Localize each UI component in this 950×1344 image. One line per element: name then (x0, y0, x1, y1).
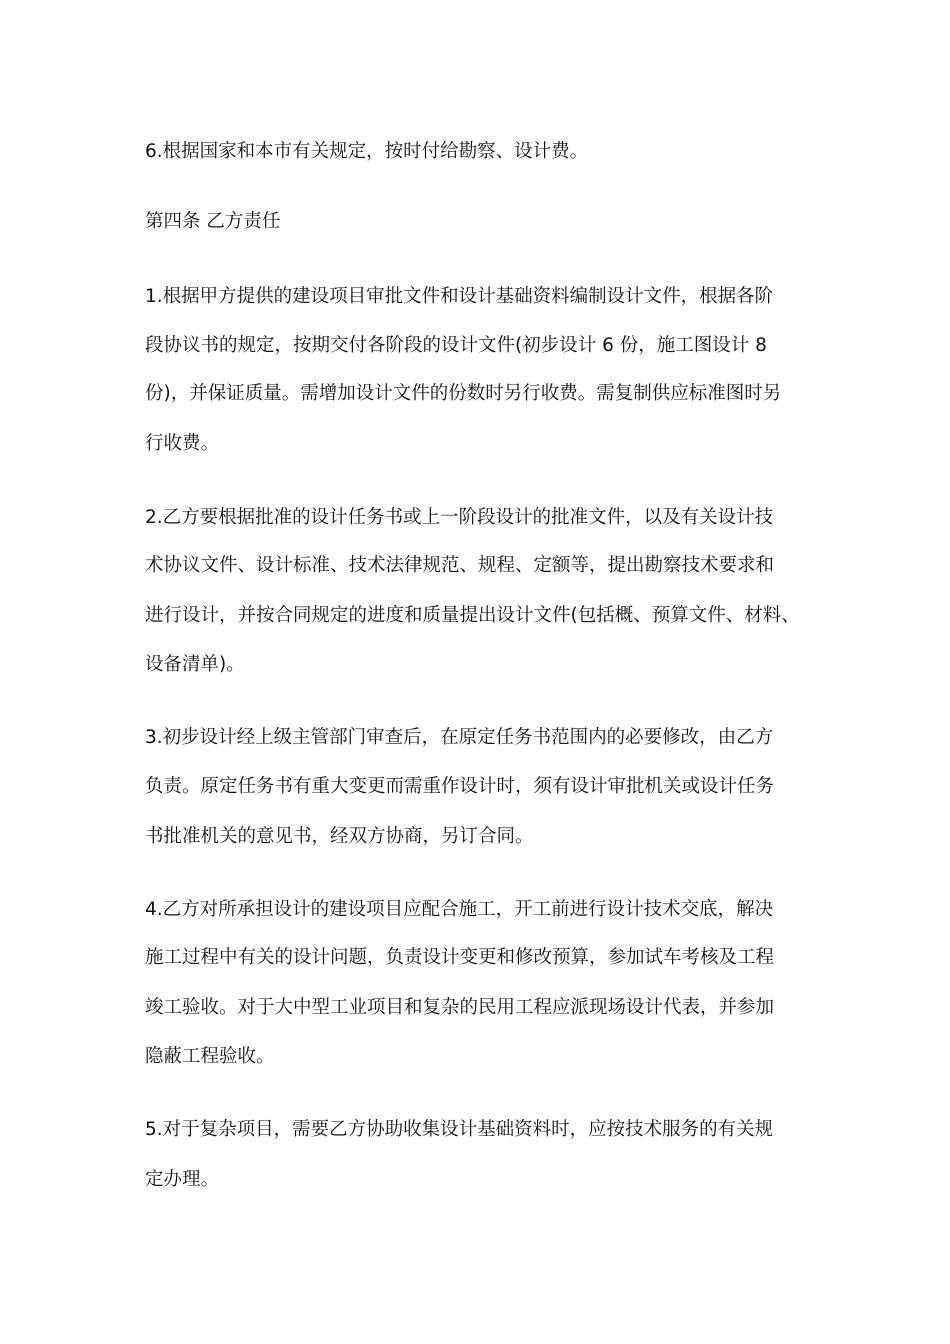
item-2-line-3: 进行设计，并按合同规定的进度和质量提出设计文件(包括概、预算文件、材料、 (145, 605, 800, 626)
item-3-line-3: 书批准机关的意见书，经双方协商，另订合同。 (145, 826, 534, 847)
item-4-line-2: 施工过程中有关的设计问题，负责设计变更和修改预算，参加试车考核及工程 (145, 947, 775, 968)
item-2-line-1: 2.乙方要根据批准的设计任务书或上一阶段设计的批准文件，以及有关设计技 (145, 507, 774, 528)
item-3-line-1: 3.初步设计经上级主管部门审查后，在原定任务书范围内的必要修改，由乙方 (145, 727, 774, 748)
item-1-line-4: 行收费。 (145, 433, 220, 454)
item-5-line-2: 定办理。 (145, 1169, 220, 1190)
item-5-line-1: 5.对于复杂项目，需要乙方协助收集设计基础资料时，应按技术服务的有关规 (145, 1119, 774, 1140)
paragraph-1-line-1: 6.根据国家和本市有关规定，按时付给勘察、设计费。 (145, 141, 589, 162)
item-4-line-3: 竣工验收。对于大中型工业项目和复杂的民用工程应派现场设计代表，并参加 (145, 997, 775, 1018)
item-2-line-4: 设备清单)。 (145, 654, 245, 675)
item-4-line-1: 4.乙方对所承担设计的建设项目应配合施工，开工前进行设计技术交底，解决 (145, 899, 774, 920)
section-heading: 第四条 乙方责任 (145, 211, 281, 232)
item-1-line-3: 份)，并保证质量。需增加设计文件的份数时另行收费。需复制供应标准图时另 (145, 383, 782, 404)
item-3-line-2: 负责。原定任务书有重大变更而需重作设计时，须有设计审批机关或设计任务 (145, 776, 775, 797)
item-1-line-1: 1.根据甲方提供的建设项目审批文件和设计基础资料编制设计文件，根据各阶 (145, 286, 774, 307)
item-4-line-4: 隐蔽工程验收。 (145, 1046, 275, 1067)
item-1-line-2: 段协议书的规定，按期交付各阶段的设计文件(初步设计 6 份，施工图设计 8 (145, 335, 767, 356)
item-2-line-2: 术协议文件、设计标准、技术法律规范、规程、定额等，提出勘察技术要求和 (145, 555, 775, 576)
